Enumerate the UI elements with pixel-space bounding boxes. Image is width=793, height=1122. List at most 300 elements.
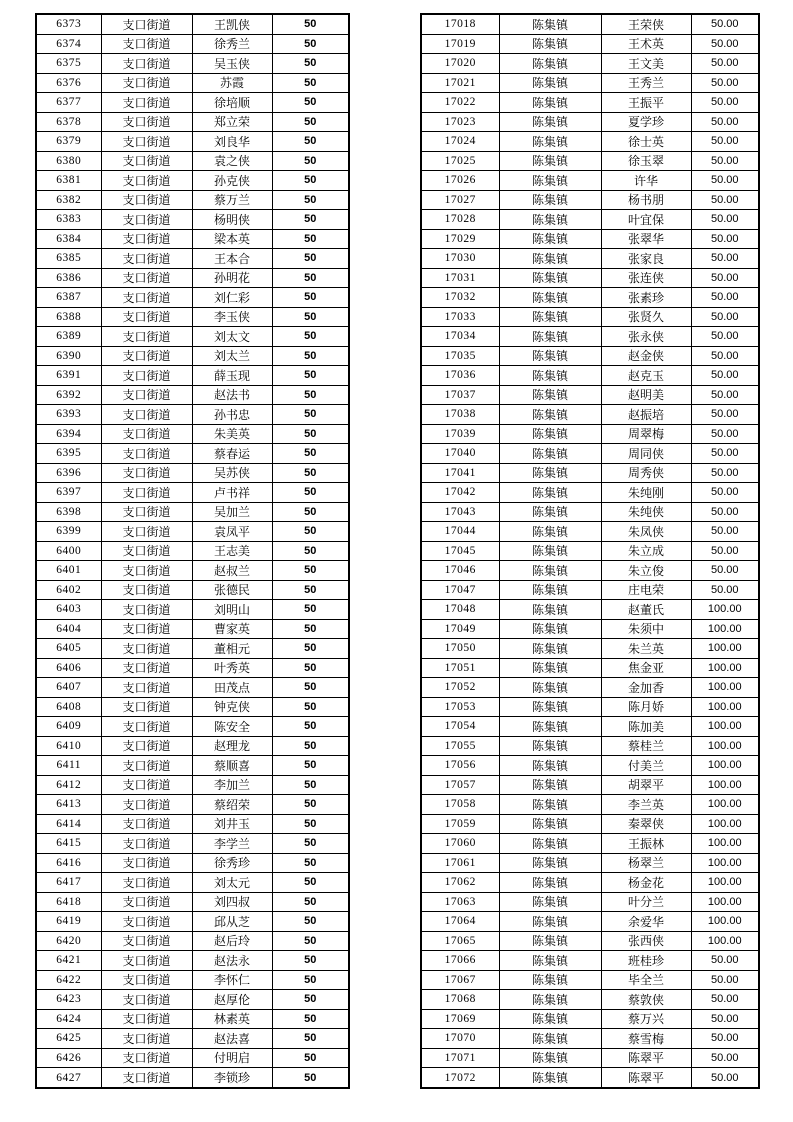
table-row: [36, 600, 349, 620]
table-row: [36, 1048, 349, 1068]
name-cell: 梁本英: [192, 229, 272, 249]
name-cell: 王振林: [601, 834, 691, 854]
id-cell: 17066: [421, 951, 499, 971]
amount-cell: 50: [272, 853, 349, 873]
id-cell: 6405: [36, 639, 101, 659]
region-cell: 陈集镇: [499, 346, 601, 366]
name-cell: 周秀侠: [601, 463, 691, 483]
region-cell: 陈集镇: [499, 366, 601, 386]
id-cell: 17040: [421, 444, 499, 464]
id-cell: 6385: [36, 249, 101, 269]
name-cell: 付明启: [192, 1048, 272, 1068]
region-cell: 陈集镇: [499, 151, 601, 171]
region-cell: 支口街道: [101, 814, 192, 834]
name-cell: 蔡桂兰: [601, 736, 691, 756]
amount-cell: 50: [272, 717, 349, 737]
region-cell: 陈集镇: [499, 522, 601, 542]
table-row: [421, 541, 759, 561]
id-cell: 17071: [421, 1048, 499, 1068]
amount-cell: 50.00: [691, 483, 759, 503]
id-cell: 6407: [36, 678, 101, 698]
id-cell: 17034: [421, 327, 499, 347]
amount-cell: 50: [272, 619, 349, 639]
table-row: [36, 756, 349, 776]
name-cell: 李玉侠: [192, 307, 272, 327]
amount-cell: 50.00: [691, 171, 759, 191]
amount-cell: 100.00: [691, 834, 759, 854]
region-cell: 陈集镇: [499, 541, 601, 561]
id-cell: 17039: [421, 424, 499, 444]
id-cell: 6418: [36, 892, 101, 912]
name-cell: 刘太元: [192, 873, 272, 893]
table-row: [36, 678, 349, 698]
table-row: [36, 697, 349, 717]
amount-cell: 50: [272, 970, 349, 990]
id-cell: 6397: [36, 483, 101, 503]
id-cell: 17051: [421, 658, 499, 678]
amount-cell: 50: [272, 600, 349, 620]
region-cell: 支口街道: [101, 775, 192, 795]
table-row: [36, 561, 349, 581]
region-cell: 陈集镇: [499, 795, 601, 815]
table-row: [421, 814, 759, 834]
region-cell: 陈集镇: [499, 970, 601, 990]
table-row: [36, 912, 349, 932]
region-cell: 支口街道: [101, 970, 192, 990]
region-cell: 陈集镇: [499, 229, 601, 249]
table-row: [421, 912, 759, 932]
amount-cell: 50: [272, 346, 349, 366]
table-row: [421, 736, 759, 756]
amount-cell: 50: [272, 775, 349, 795]
table-row: [421, 190, 759, 210]
amount-cell: 50.00: [691, 1029, 759, 1049]
id-cell: 17057: [421, 775, 499, 795]
amount-cell: 100.00: [691, 619, 759, 639]
amount-cell: 50: [272, 307, 349, 327]
table-row: [421, 990, 759, 1010]
amount-cell: 50.00: [691, 1048, 759, 1068]
region-cell: 支口街道: [101, 385, 192, 405]
id-cell: 6377: [36, 93, 101, 113]
name-cell: 吴苏侠: [192, 463, 272, 483]
id-cell: 6423: [36, 990, 101, 1010]
name-cell: 赵厚伦: [192, 990, 272, 1010]
id-cell: 6413: [36, 795, 101, 815]
name-cell: 朱凤侠: [601, 522, 691, 542]
name-cell: 王荣侠: [601, 14, 691, 34]
region-cell: 支口街道: [101, 561, 192, 581]
name-cell: 秦翠侠: [601, 814, 691, 834]
table-row: [36, 34, 349, 54]
name-cell: 陈翠平: [601, 1048, 691, 1068]
name-cell: 吴玉侠: [192, 54, 272, 74]
region-cell: 陈集镇: [499, 678, 601, 698]
amount-cell: 50: [272, 931, 349, 951]
region-cell: 陈集镇: [499, 190, 601, 210]
name-cell: 庄电荣: [601, 580, 691, 600]
region-cell: 支口街道: [101, 873, 192, 893]
table-row: [421, 366, 759, 386]
region-cell: 陈集镇: [499, 14, 601, 34]
region-cell: 陈集镇: [499, 619, 601, 639]
amount-cell: 50: [272, 697, 349, 717]
id-cell: 6402: [36, 580, 101, 600]
name-cell: 朱兰英: [601, 639, 691, 659]
region-cell: 支口街道: [101, 210, 192, 230]
region-cell: 陈集镇: [499, 483, 601, 503]
table-row: [421, 502, 759, 522]
table-row: [36, 873, 349, 893]
region-cell: 陈集镇: [499, 405, 601, 425]
table-row: [421, 853, 759, 873]
amount-cell: 50: [272, 951, 349, 971]
region-cell: 支口街道: [101, 717, 192, 737]
amount-cell: 50.00: [691, 14, 759, 34]
region-cell: 支口街道: [101, 151, 192, 171]
region-cell: 支口街道: [101, 444, 192, 464]
region-cell: 陈集镇: [499, 561, 601, 581]
amount-cell: 50: [272, 502, 349, 522]
region-cell: 支口街道: [101, 853, 192, 873]
amount-cell: 50: [272, 14, 349, 34]
name-cell: 叶分兰: [601, 892, 691, 912]
id-cell: 17029: [421, 229, 499, 249]
region-cell: 支口街道: [101, 463, 192, 483]
amount-cell: 50.00: [691, 288, 759, 308]
name-cell: 郑立荣: [192, 112, 272, 132]
table-row: [36, 307, 349, 327]
amount-cell: 50.00: [691, 34, 759, 54]
table-row: [36, 73, 349, 93]
id-cell: 6420: [36, 931, 101, 951]
name-cell: 张素珍: [601, 288, 691, 308]
table-row: [36, 405, 349, 425]
region-cell: 支口街道: [101, 73, 192, 93]
id-cell: 17031: [421, 268, 499, 288]
amount-cell: 100.00: [691, 853, 759, 873]
id-cell: 6410: [36, 736, 101, 756]
amount-cell: 50: [272, 366, 349, 386]
name-cell: 赵振培: [601, 405, 691, 425]
region-cell: 陈集镇: [499, 327, 601, 347]
table-row: [36, 717, 349, 737]
name-cell: 朱须中: [601, 619, 691, 639]
amount-cell: 50: [272, 658, 349, 678]
table-row: [36, 327, 349, 347]
region-cell: 陈集镇: [499, 132, 601, 152]
name-cell: 蔡春运: [192, 444, 272, 464]
amount-cell: 50.00: [691, 366, 759, 386]
table-row: [36, 795, 349, 815]
name-cell: 王凯侠: [192, 14, 272, 34]
table-row: [421, 229, 759, 249]
table-row: [421, 73, 759, 93]
region-cell: 陈集镇: [499, 600, 601, 620]
id-cell: 17060: [421, 834, 499, 854]
id-cell: 6411: [36, 756, 101, 776]
name-cell: 刘明山: [192, 600, 272, 620]
table-row: [421, 307, 759, 327]
table-row: [421, 151, 759, 171]
name-cell: 王术英: [601, 34, 691, 54]
table-row: [36, 93, 349, 113]
amount-cell: 100.00: [691, 639, 759, 659]
table-row: [421, 1068, 759, 1088]
roster-table-right: [420, 13, 760, 1089]
id-cell: 6409: [36, 717, 101, 737]
region-cell: 陈集镇: [499, 385, 601, 405]
id-cell: 17047: [421, 580, 499, 600]
amount-cell: 50: [272, 736, 349, 756]
id-cell: 6396: [36, 463, 101, 483]
region-cell: 陈集镇: [499, 931, 601, 951]
amount-cell: 50: [272, 678, 349, 698]
amount-cell: 50: [272, 288, 349, 308]
amount-cell: 100.00: [691, 931, 759, 951]
table-row: [421, 970, 759, 990]
amount-cell: 100.00: [691, 912, 759, 932]
amount-cell: 50: [272, 1048, 349, 1068]
region-cell: 支口街道: [101, 1048, 192, 1068]
id-cell: 6421: [36, 951, 101, 971]
name-cell: 薛玉现: [192, 366, 272, 386]
table-row: [36, 522, 349, 542]
table-row: [421, 1029, 759, 1049]
table-row: [36, 112, 349, 132]
name-cell: 张德民: [192, 580, 272, 600]
amount-cell: 50: [272, 424, 349, 444]
id-cell: 17033: [421, 307, 499, 327]
name-cell: 蔡雪梅: [601, 1029, 691, 1049]
id-cell: 6393: [36, 405, 101, 425]
id-cell: 6416: [36, 853, 101, 873]
table-row: [421, 756, 759, 776]
name-cell: 赵董氏: [601, 600, 691, 620]
id-cell: 17048: [421, 600, 499, 620]
id-cell: 17050: [421, 639, 499, 659]
id-cell: 17043: [421, 502, 499, 522]
region-cell: 陈集镇: [499, 210, 601, 230]
region-cell: 陈集镇: [499, 268, 601, 288]
id-cell: 6422: [36, 970, 101, 990]
region-cell: 陈集镇: [499, 912, 601, 932]
name-cell: 朱美英: [192, 424, 272, 444]
table-row: [421, 268, 759, 288]
table-row: [36, 951, 349, 971]
amount-cell: 100.00: [691, 775, 759, 795]
amount-cell: 50: [272, 327, 349, 347]
region-cell: 陈集镇: [499, 1029, 601, 1049]
id-cell: 6382: [36, 190, 101, 210]
id-cell: 17036: [421, 366, 499, 386]
id-cell: 6401: [36, 561, 101, 581]
name-cell: 张西侠: [601, 931, 691, 951]
table-row: [421, 483, 759, 503]
table-row: [36, 1029, 349, 1049]
amount-cell: 50: [272, 463, 349, 483]
id-cell: 6424: [36, 1009, 101, 1029]
roster-table-right-body: [421, 14, 759, 1088]
amount-cell: 100.00: [691, 678, 759, 698]
id-cell: 6408: [36, 697, 101, 717]
table-row: [421, 1048, 759, 1068]
amount-cell: 100.00: [691, 814, 759, 834]
name-cell: 焦金亚: [601, 658, 691, 678]
region-cell: 支口街道: [101, 834, 192, 854]
id-cell: 6415: [36, 834, 101, 854]
id-cell: 6384: [36, 229, 101, 249]
amount-cell: 50: [272, 639, 349, 659]
table-row: [36, 619, 349, 639]
table-row: [421, 697, 759, 717]
amount-cell: 50: [272, 873, 349, 893]
name-cell: 刘太文: [192, 327, 272, 347]
region-cell: 陈集镇: [499, 1068, 601, 1088]
id-cell: 6378: [36, 112, 101, 132]
region-cell: 陈集镇: [499, 756, 601, 776]
amount-cell: 50.00: [691, 268, 759, 288]
name-cell: 杨翠兰: [601, 853, 691, 873]
name-cell: 刘太兰: [192, 346, 272, 366]
id-cell: 6387: [36, 288, 101, 308]
amount-cell: 50: [272, 112, 349, 132]
table-row: [36, 385, 349, 405]
region-cell: 支口街道: [101, 697, 192, 717]
amount-cell: 50: [272, 210, 349, 230]
id-cell: 17021: [421, 73, 499, 93]
table-row: [421, 327, 759, 347]
name-cell: 夏学珍: [601, 112, 691, 132]
id-cell: 17020: [421, 54, 499, 74]
name-cell: 杨金花: [601, 873, 691, 893]
amount-cell: 100.00: [691, 717, 759, 737]
amount-cell: 50: [272, 171, 349, 191]
name-cell: 杨书朋: [601, 190, 691, 210]
region-cell: 支口街道: [101, 600, 192, 620]
id-cell: 17030: [421, 249, 499, 269]
id-cell: 17052: [421, 678, 499, 698]
name-cell: 周同侠: [601, 444, 691, 464]
table-row: [36, 658, 349, 678]
id-cell: 17065: [421, 931, 499, 951]
id-cell: 6414: [36, 814, 101, 834]
id-cell: 6392: [36, 385, 101, 405]
amount-cell: 50.00: [691, 346, 759, 366]
region-cell: 支口街道: [101, 14, 192, 34]
name-cell: 邱从芝: [192, 912, 272, 932]
name-cell: 赵明美: [601, 385, 691, 405]
name-cell: 毕全兰: [601, 970, 691, 990]
id-cell: 6386: [36, 268, 101, 288]
region-cell: 陈集镇: [499, 639, 601, 659]
id-cell: 6376: [36, 73, 101, 93]
table-row: [36, 853, 349, 873]
id-cell: 6380: [36, 151, 101, 171]
region-cell: 陈集镇: [499, 171, 601, 191]
id-cell: 17045: [421, 541, 499, 561]
region-cell: 支口街道: [101, 1009, 192, 1029]
id-cell: 17035: [421, 346, 499, 366]
table-row: [421, 444, 759, 464]
name-cell: 张永侠: [601, 327, 691, 347]
amount-cell: 100.00: [691, 736, 759, 756]
name-cell: 曹家英: [192, 619, 272, 639]
region-cell: 陈集镇: [499, 502, 601, 522]
id-cell: 6383: [36, 210, 101, 230]
id-cell: 17054: [421, 717, 499, 737]
name-cell: 陈月娇: [601, 697, 691, 717]
id-cell: 6427: [36, 1068, 101, 1088]
amount-cell: 50.00: [691, 990, 759, 1010]
table-row: [36, 483, 349, 503]
name-cell: 卢书祥: [192, 483, 272, 503]
region-cell: 陈集镇: [499, 580, 601, 600]
id-cell: 17056: [421, 756, 499, 776]
table-row: [36, 463, 349, 483]
table-row: [36, 775, 349, 795]
id-cell: 17053: [421, 697, 499, 717]
table-row: [36, 190, 349, 210]
region-cell: 陈集镇: [499, 73, 601, 93]
region-cell: 支口街道: [101, 892, 192, 912]
amount-cell: 50.00: [691, 93, 759, 113]
name-cell: 杨明侠: [192, 210, 272, 230]
name-cell: 王文美: [601, 54, 691, 74]
id-cell: 17055: [421, 736, 499, 756]
table-row: [421, 405, 759, 425]
amount-cell: 50.00: [691, 307, 759, 327]
amount-cell: 50.00: [691, 73, 759, 93]
region-cell: 支口街道: [101, 424, 192, 444]
region-cell: 陈集镇: [499, 814, 601, 834]
name-cell: 李兰英: [601, 795, 691, 815]
id-cell: 6388: [36, 307, 101, 327]
table-row: [36, 970, 349, 990]
id-cell: 6389: [36, 327, 101, 347]
table-row: [421, 112, 759, 132]
region-cell: 陈集镇: [499, 853, 601, 873]
id-cell: 6398: [36, 502, 101, 522]
name-cell: 蔡敦侠: [601, 990, 691, 1010]
region-cell: 支口街道: [101, 990, 192, 1010]
table-row: [36, 502, 349, 522]
table-row: [36, 814, 349, 834]
id-cell: 17069: [421, 1009, 499, 1029]
amount-cell: 50.00: [691, 561, 759, 581]
amount-cell: 50: [272, 34, 349, 54]
name-cell: 余爱华: [601, 912, 691, 932]
name-cell: 董相元: [192, 639, 272, 659]
name-cell: 朱纯刚: [601, 483, 691, 503]
table-row: [421, 600, 759, 620]
name-cell: 李学兰: [192, 834, 272, 854]
name-cell: 林素英: [192, 1009, 272, 1029]
region-cell: 支口街道: [101, 795, 192, 815]
roster-table-left: [35, 13, 350, 1089]
region-cell: 支口街道: [101, 1029, 192, 1049]
region-cell: 支口街道: [101, 132, 192, 152]
region-cell: 陈集镇: [499, 54, 601, 74]
region-cell: 支口街道: [101, 1068, 192, 1088]
region-cell: 陈集镇: [499, 1048, 601, 1068]
amount-cell: 50.00: [691, 580, 759, 600]
id-cell: 17026: [421, 171, 499, 191]
id-cell: 6374: [36, 34, 101, 54]
name-cell: 赵法喜: [192, 1029, 272, 1049]
id-cell: 17070: [421, 1029, 499, 1049]
table-row: [36, 834, 349, 854]
